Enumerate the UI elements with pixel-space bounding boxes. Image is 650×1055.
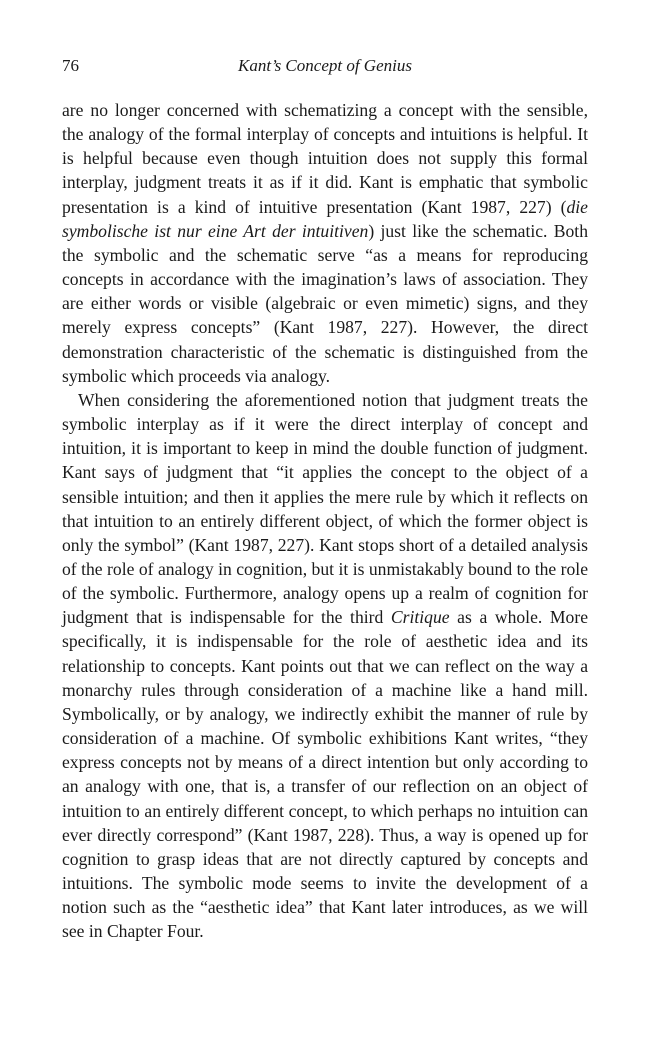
german-quote: die symbolische ist nur eine Art der intuitiven bbox=[62, 196, 588, 241]
body-text bbox=[62, 98, 588, 943]
paragraph-1-text-b: ) just like the schematic. Both the symbolic and the schematic serve “as a means for reproducing concepts in accordance with the imagination’s laws of association. They are either words or visible (algebraic or even mimetic) signs, and they merely express concepts” (Kant 1987, 227). However, the direct demonstration characteristic of the schematic is distinguished from the symbolic which proceeds via analogy. bbox=[62, 220, 588, 386]
running-head bbox=[62, 52, 588, 80]
critique-title: Critique bbox=[390, 607, 450, 628]
paragraph-2 bbox=[62, 388, 588, 944]
paragraph-1 bbox=[62, 98, 588, 388]
page-number: 76 bbox=[62, 56, 79, 75]
paragraph-2-text-b: as a whole. More specifically, it is indispensable for the role of aesthetic idea and its relationship to concepts. Kant points out that we can reflect on the way a monarchy rules through consideration of a machine like a hand mill. Symbolically, or by analogy, we indirectly exhibit the manner of rule by consideration of a machine. Of symbolic exhibitions Kant writes, “they express concepts not by means of a direct intention but only according to an analogy with one, that is, a transfer of our reflection on an object of intuition to an entirely different concept, to which perhaps no intuition can ever directly correspond” (Kant 1987, 228). Thus, a way is opened up for cognition to grasp ideas that are not directly captured by concepts and intuitions. The symbolic mode seems to invite the development of a notion such as the “aesthetic idea” that Kant later introduces, as we will see in Chapter Four. bbox=[62, 607, 588, 942]
running-title: Kant’s Concept of Genius bbox=[238, 56, 412, 75]
book-page bbox=[62, 52, 588, 943]
paragraph-2-text-a: When considering the aforementioned notion that judgment treats the symbolic interplay as if it were the direct interplay of concept and intuition, it is important to keep in mind the double function of judgment. Kant says of judgment that “it applies the concept to the object of a sensible intuition; and then it applies the mere rule by which it reflects on that intuition to an entirely different object, of which the former object is only the symbol” (Kant 1987, 227). Kant stops short of a detailed analysis of the role of analogy in cognition, but it is unmistakably bound to the role of the symbolic. Furthermore, analogy opens up a realm of cognition for judgment that is indispensable for the third bbox=[62, 389, 588, 628]
paragraph-1-text-a: are no longer concerned with schematizing a concept with the sensible, the analogy of the formal interplay of concepts and intuitions is helpful. It is helpful because even though intuition does not supply this formal interplay, judgment treats it as if it did. Kant is emphatic that symbolic presentation is a kind of intuitive presentation (Kant 1987, 227) ( bbox=[62, 100, 588, 217]
